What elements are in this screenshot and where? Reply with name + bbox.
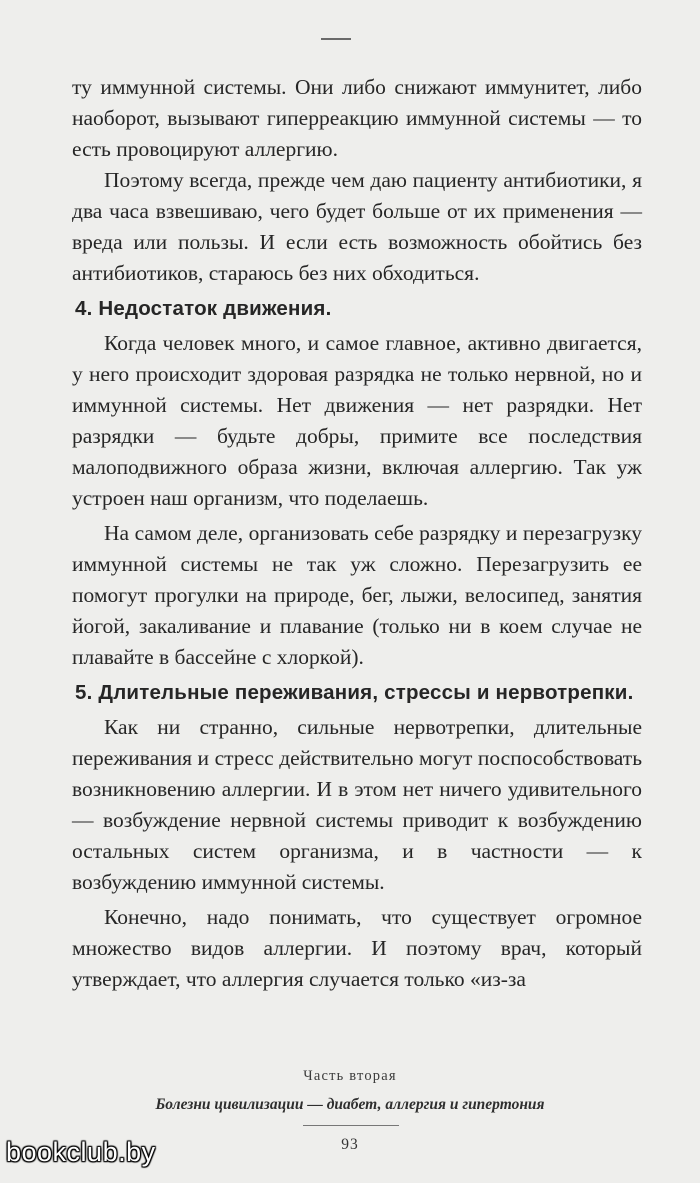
running-footer-part: Часть вторая <box>303 1068 397 1084</box>
footer-divider <box>303 1125 399 1126</box>
running-footer-title: Болезни цивилизации — диабет, аллергия и гипертония <box>155 1096 545 1113</box>
paragraph-3: Когда человек много, и самое главное, активно двигается, у него происходит здоровая разрядка не только нервной, но и иммунной системы. Нет движения — нет разрядки. Нет разрядки — будьте добры, примите все последствия малоподвижного образа жизни, включая аллергию. Так уж устроен наш организм, что поделаешь. <box>72 331 642 510</box>
page-number: 93 <box>341 1136 359 1153</box>
paragraph-1: ту иммунной системы. Они либо снижают иммунитет, либо наоборот, вызывают гиперреакцию иммунной системы — то есть провоцируют аллергию. <box>72 75 642 161</box>
watermark-logo: bookclub.by <box>6 1137 156 1167</box>
paragraph-2: Поэтому всегда, прежде чем даю пациенту антибиотики, я два часа взвешиваю, чего будет больше от их применения — вреда или пользы. И если есть возможность обойтись без антибиотиков, стараюсь без них обходиться. <box>72 168 642 285</box>
section-heading-4: 4. Недостаток движения. <box>75 297 332 320</box>
paragraph-6: Конечно, надо понимать, что существует огромное множество видов аллергии. И поэтому врач, который утверждает, что аллергия случается только «из-за <box>72 905 642 991</box>
paragraph-4: На самом деле, организовать себе разрядку и перезагрузку иммунной системы не так уж сложно. Перезагрузить ее помогут прогулки на природе, бег, лыжи, велосипед, занятия йогой, закаливание и плавание (только ни в коем случае не плавайте в бассейне с хлоркой). <box>72 521 642 669</box>
top-rule <box>321 38 351 40</box>
page-body-text <box>72 72 642 995</box>
paragraph-5: Как ни странно, сильные нервотрепки, длительные переживания и стресс действительно могут поспособствовать возникновению аллергии. И в этом нет ничего удивительного — возбуждение нервной системы приводит к возбуждению остальных систем организма, и в частности — к возбуждению иммунной системы. <box>72 715 642 894</box>
section-heading-5: 5. Длительные переживания, стрессы и нервотрепки. <box>75 681 634 704</box>
